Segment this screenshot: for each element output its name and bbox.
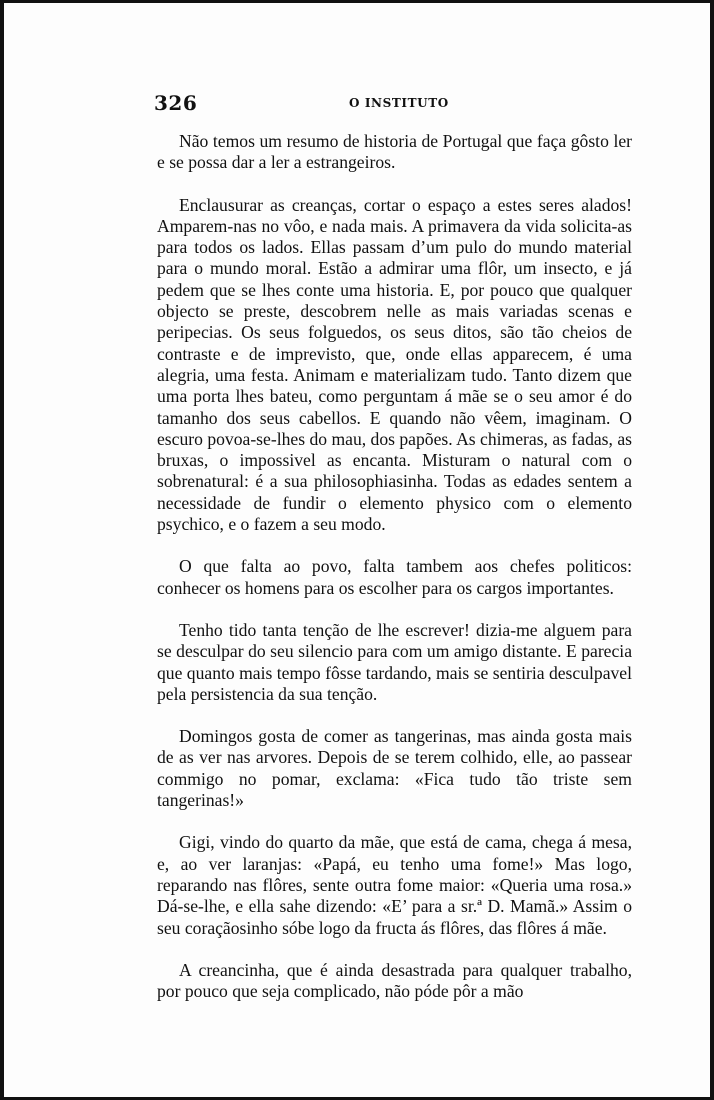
page-header <box>154 91 629 121</box>
paragraph: A creancinha, que é ainda desastrada para qualquer trabalho, por pouco que seja complicado, não póde pôr a mão <box>157 959 632 1002</box>
paragraph: Não temos um resumo de historia de Portugal que faça gôsto ler e se possa dar a ler a estrangeiros. <box>157 131 632 173</box>
paragraph: Enclausurar as creanças, cortar o espaço a estes seres alados! Amparem-nas no vôo, e nada mais. A primavera da vida solicita-as para todos os lados. Ellas passam d’um pulo do mundo material para o mundo moral. Estão a admirar uma flôr, um insecto, e já pedem que se lhes conte uma historia. E, por pouco que qualquer objecto se preste, descobrem nelle as mais variadas scenas e peripecias. Os seus folguedos, os seus ditos, são tão cheios de contraste e de imprevisto, que, onde ellas apparecem, é uma alegria, uma festa. Animam e materializam tudo. Tanto dizem que uma porta lhes bateu, como perguntam á mãe se o seu amor é do tamanho dos seus cabellos. E quando não vêem, imaginam. O escuro povoa-se-lhes do mau, dos papões. As chimeras, as fadas, as bruxas, o impossivel as encanta. Misturam o natural com o sobrenatural: é a sua philosophiasinha. Todas as edades sentem a necessidade de fundir o elemento physico com o elemento psychico, e o fazem a seu modo. <box>157 194 632 535</box>
paragraph: O que falta ao povo, falta tambem aos chefes politicos: conhecer os homens para os escolher para os cargos importantes. <box>157 556 632 598</box>
running-head: O INSTITUTO <box>349 96 449 110</box>
paragraph: Tenho tido tanta tenção de lhe escrever! dizia-me alguem para se desculpar do seu silencio para com um amigo distante. E parecia que quanto mais tempo fôsse tardando, mais se sentiria desculpavel pela persistencia da sua tenção. <box>157 619 632 704</box>
body-text <box>157 131 632 1023</box>
paragraph: Gigi, vindo do quarto da mãe, que está de cama, chega á mesa, e, ao ver laranjas: «Papá, eu tenho uma fome!» Mas logo, reparando nas flôres, sente outra fome maior: «Queria uma rosa.» Dá-se-lhe, e ella sahe dizendo: «E’ para a sr.ª D. Mamã.» Assim o seu coraçãosinho sóbe logo da fructa ás flôres, das flôres á mãe. <box>157 832 632 938</box>
page-number: 326 <box>154 91 198 115</box>
paragraph: Domingos gosta de comer as tangerinas, mas ainda gosta mais de as ver nas arvores. Depois de se terem colhido, elle, ao passear commigo no pomar, exclama: «Fica tudo tão triste sem tangerinas!» <box>157 726 632 811</box>
